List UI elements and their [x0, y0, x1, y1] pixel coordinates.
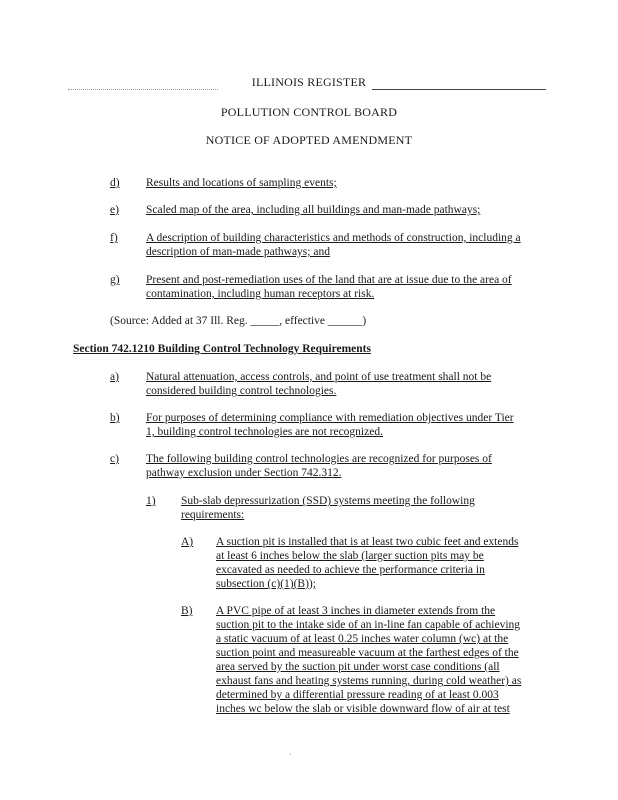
item-cB-line5: area served by the suction pit under worst case conditions (all [216, 661, 500, 673]
item-c-line1: The following building control technologies are recognized for purposes of [146, 453, 492, 465]
item-b-line2: 1, building control technologies are not recognized. [146, 426, 383, 438]
page-marker: · [289, 750, 292, 759]
item-cA-line1: A suction pit is installed that is at least two cubic feet and extends [216, 536, 519, 548]
item-cB-line3: a static vacuum of at least 0.25 inches water column (wc) at the [216, 633, 509, 645]
item-c1-line1: Sub-slab depressurization (SSD) systems meeting the following [181, 495, 475, 507]
notice-title: NOTICE OF ADOPTED AMENDMENT [205, 133, 413, 147]
item-a-line2: considered building control technologies. [146, 385, 337, 397]
source-note: (Source: Added at 37 Ill. Reg. _____, effective ______) [110, 315, 367, 327]
item-cB-line2: suction pit to the intake side of an in-line fan capable of achieving [216, 619, 521, 631]
item-c1-label: 1) [146, 495, 156, 507]
item-g-line1: Present and post-remediation uses of the land that are at issue due to the area of [146, 274, 512, 286]
item-a-line1: Natural attenuation, access controls, and point of use treatment shall not be [146, 371, 492, 383]
item-b-label: b) [110, 412, 120, 424]
item-cA-line4: subsection (c)(1)(B)); [216, 578, 316, 590]
item-d-text: Results and locations of sampling events; [146, 177, 337, 189]
item-a-label: a) [110, 371, 119, 383]
item-c-label: c) [110, 453, 119, 465]
item-cB-line4: suction point and measureable vacuum at the farthest edges of the [216, 647, 519, 659]
item-cB-label: B) [181, 605, 193, 617]
item-cB-line6: exhaust fans and heating systems running, during cold weather) as [216, 675, 522, 687]
item-cB-line7: determined by a differential pressure reading of at least 0.003 [216, 689, 499, 701]
item-cA-line2: at least 6 inches below the slab (larger suction pits may be [216, 550, 484, 562]
item-g-line2: contamination, including human receptors at risk. [146, 288, 375, 300]
item-d-label: d) [110, 177, 120, 189]
item-f-line2: description of man-made pathways; and [146, 246, 330, 258]
item-e-text: Scaled map of the area, including all buildings and man-made pathways; [146, 204, 481, 216]
item-cA-line3: excavated as needed to achieve the performance criteria in [216, 564, 485, 576]
board-title: POLLUTION CONTROL BOARD [220, 105, 398, 119]
item-c-line2: pathway exclusion under Section 742.312. [146, 467, 342, 479]
item-f-line1: A description of building characteristics and methods of construction, including a [146, 232, 521, 244]
item-b-line1: For purposes of determining compliance with remediation objectives under Tier [146, 412, 514, 424]
item-cB-line1: A PVC pipe of at least 3 inches in diameter extends from the [216, 605, 496, 617]
item-cB-line8: inches wc below the slab or visible downward flow of air at test [216, 703, 510, 715]
item-f-label: f) [110, 232, 118, 244]
item-e-label: e) [110, 204, 119, 216]
register-title: ILLINOIS REGISTER [251, 75, 367, 89]
item-g-label: g) [110, 274, 120, 286]
item-cA-label: A) [181, 536, 194, 548]
item-c1-line2: requirements: [181, 509, 245, 521]
section-heading: Section 742.1210 Building Control Technology Requirements [73, 343, 371, 355]
